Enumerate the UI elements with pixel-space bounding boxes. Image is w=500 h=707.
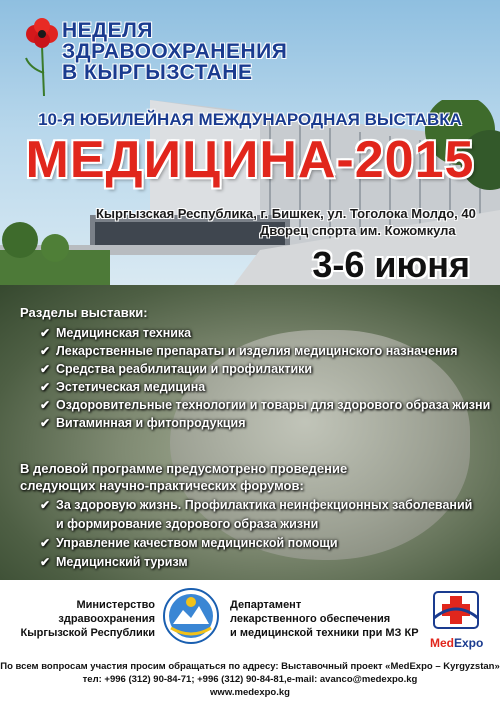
ministry-name: Министерство здравоохранения Кыргызской Республики	[20, 599, 155, 639]
contact-line-2: тел: +996 (312) 90-84-71; +996 (312) 90-84-81,e-mail: avanco@medexpo.kg	[82, 674, 418, 685]
forums-heading-line-2: следующих научно-практических форумов:	[20, 478, 304, 493]
list-item: ✔ Лекарственные препараты и изделия медицинского назначения	[40, 344, 458, 358]
list-item-continuation: и формирование здорового образа жизни	[56, 517, 319, 531]
list-item: ✔ Оздоровительные технологии и товары для здорового образа жизни	[40, 398, 491, 412]
address-line-1: Кыргызская Республика, г. Бишкек, ул. Тоголока Молдо, 40	[96, 206, 476, 221]
list-item: ✔ За здоровую жизнь. Профилактика неинфекционных заболеваний	[40, 496, 472, 515]
forums-heading	[20, 460, 347, 494]
list-item: ✔ Средства реабилитации и профилактики	[40, 362, 313, 376]
check-icon: ✔	[40, 344, 51, 358]
title-line-3: В КЫРГЫЗСТАНЕ	[62, 61, 253, 84]
list-item: ✔ Витаминная и фитопродукция	[40, 416, 246, 430]
state-emblem-icon	[163, 588, 219, 644]
check-icon: ✔	[40, 398, 51, 412]
list-item: ✔ Управление качеством медицинской помощи	[40, 534, 472, 553]
list-item: ✔ Медицинский туризм	[40, 553, 472, 572]
sections-list	[40, 324, 490, 432]
check-icon: ✔	[40, 326, 51, 340]
check-icon: ✔	[40, 555, 51, 569]
check-icon: ✔	[40, 416, 51, 430]
title-line-1: НЕДЕЛЯ	[62, 19, 153, 42]
forums-heading-line-1: В деловой программе предусмотрено проведение	[20, 461, 348, 476]
website-link[interactable]: www.medexpo.kg	[210, 687, 290, 698]
contact-info	[0, 660, 500, 699]
exhibition-name: МЕДИЦИНА-2015	[25, 131, 475, 189]
list-item: ✔ Эстетическая медицина	[40, 380, 206, 394]
check-icon: ✔	[40, 498, 51, 512]
medexpo-logo-text: MedExpo	[430, 636, 484, 650]
check-icon: ✔	[40, 536, 51, 550]
poppy-flower-icon	[22, 18, 62, 98]
check-icon: ✔	[40, 362, 51, 376]
forums-list	[40, 496, 472, 572]
event-title	[62, 20, 287, 83]
venue-address	[96, 205, 476, 239]
list-item: ✔ Медицинская техника	[40, 326, 192, 340]
address-line-2: Дворец спорта им. Кожомкула	[260, 223, 456, 238]
contact-line-1: По всем вопросам участия просим обращаться по адресу: Выставочный проект «MedExpo – Kyrgyzstan»	[0, 661, 500, 672]
check-icon: ✔	[40, 380, 51, 394]
title-line-2: ЗДРАВООХРАНЕНИЯ	[62, 40, 288, 63]
department-name: Департамент лекарственного обеспечения и медицинской техники при МЗ КР	[230, 599, 419, 639]
exhibition-subtitle: 10-Я ЮБИЛЕЙНАЯ МЕЖДУНАРОДНАЯ ВЫСТАВКА	[38, 110, 462, 129]
event-dates: 3-6 июня	[312, 244, 470, 285]
sections-heading: Разделы выставки:	[20, 305, 148, 320]
